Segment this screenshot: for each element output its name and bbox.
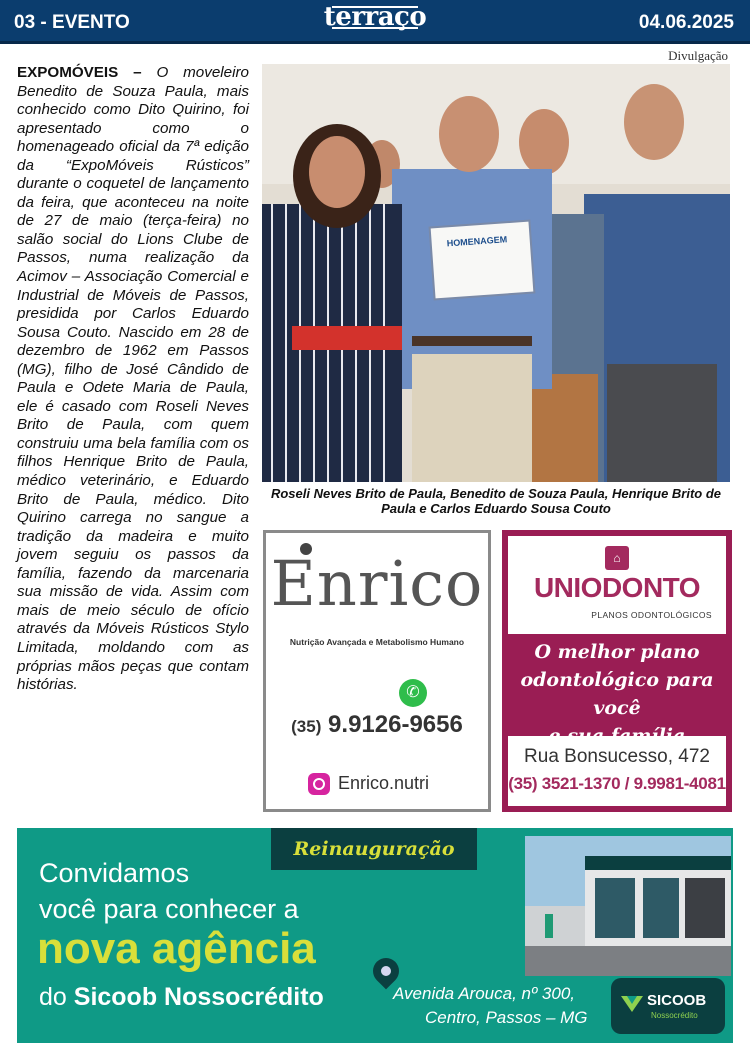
banner-line-4-prefix: do [39, 983, 74, 1011]
enrico-phone-number: 9.9126-9656 [328, 711, 463, 738]
certificate-title: HOMENAGEM [446, 234, 508, 249]
instagram-icon[interactable] [308, 773, 330, 795]
uniodonto-logo-area [508, 536, 726, 634]
uniodonto-address: Rua Bonsucesso, 472 [524, 746, 710, 767]
uniodonto-slogan [502, 638, 732, 750]
banner-headline: nova agência [37, 924, 316, 973]
article-lead: EXPOMÓVEIS – [17, 64, 157, 81]
section-label: 03 - EVENTO [14, 12, 130, 33]
enrico-brand: Enrico [270, 547, 484, 620]
enrico-ad[interactable] [263, 530, 491, 812]
uniodonto-name: UNIODONTO [533, 572, 701, 603]
uniodonto-phones[interactable]: (35) 3521-1370 / 9.9981-4081 [508, 774, 726, 793]
photo-caption: Roseli Neves Brito de Paula, Benedito de Souza Paula, Henrique Brito de Paula e Carlos Eduardo Sousa Couto [270, 486, 722, 516]
sicoob-logo[interactable] [611, 978, 725, 1034]
banner-line-2: você para conhecer a [39, 894, 299, 924]
banner-tag: Reinauguração [271, 828, 477, 870]
edition-date: 04.06.2025 [638, 12, 734, 33]
sicoob-logo-icon [621, 992, 643, 1014]
slogan-line-1: O melhor plano [534, 641, 700, 663]
slogan-line-2: odontológico para você [520, 669, 714, 719]
banner-address-line-2: Centro, Passos – MG [425, 1008, 588, 1027]
banner-line-4-brand: Sicoob Nossocrédito [73, 983, 324, 1011]
article-body [17, 64, 249, 695]
page-header [0, 0, 750, 44]
sicoob-logo-sub: Nossocrédito [651, 1011, 698, 1020]
banner-address-line-1: Avenida Arouca, nº 300, [393, 984, 576, 1003]
enrico-phone[interactable] [266, 711, 488, 739]
sicoob-logo-name: SICOOB [647, 992, 707, 1009]
banner-line-1: Convidamos [39, 858, 190, 888]
uniodonto-contact [508, 736, 726, 806]
enrico-subtitle: Nutrição Avançada e Metabolismo Humano [289, 637, 465, 647]
enrico-phone-ddd: (35) [291, 717, 322, 736]
enrico-instagram-handle[interactable]: Enrico.nutri [338, 773, 430, 793]
uniodonto-subtitle: PLANOS ODONTOLÓGICOS [591, 610, 712, 620]
agency-building-illustration [525, 836, 731, 976]
newspaper-logo[interactable]: terraço [320, 2, 430, 32]
event-photo-illustration [262, 64, 730, 482]
event-photo [262, 64, 730, 482]
photo-credit: Divulgação [668, 48, 728, 63]
uniodonto-ad[interactable] [502, 530, 732, 812]
sicoob-banner[interactable] [17, 828, 733, 1043]
uniodonto-mark-icon: ⌂ [605, 546, 629, 570]
whatsapp-icon[interactable]: ✆ [399, 679, 427, 707]
banner-line-4 [39, 983, 324, 1012]
article-text: O moveleiro Benedito de Souza Paula, mais conhecido como Dito Quirino, foi apresentado como o homenageado oficial da 7ª edição da “ExpoMóveis Rústicos” durante o coquetel de lançamento da feira, que aconteceu na noite de 27 de maio (terça-feira) no salão social do Lions Clube de Passos, numa realização da Acimov – Associação Comercial e Industrial de Móveis de Passos, presidida por Carlos Eduardo Sousa Couto. Nascido em 28 de dezembro de 1962 em Passos (MG), filho de José Cândido de Paula e Odete Maria de Paula, ele é casado com Roseli Neves Brito de Paula, com quem construiu uma bela família com os filhos Henrique Brito de Paula, médico veterinário, e Eduardo Brito de Paula, médico. Dito Quirino carrega no sangue a tradição da madeira e muito jovem seguiu os passos da família, fazendo da marcenaria sua missão de vida. Assim com mais de meio século de ofício através da Móveis Rústicos Stylo Limitada, moldando com as próprias mãos peças que contam histórias. [17, 64, 249, 694]
